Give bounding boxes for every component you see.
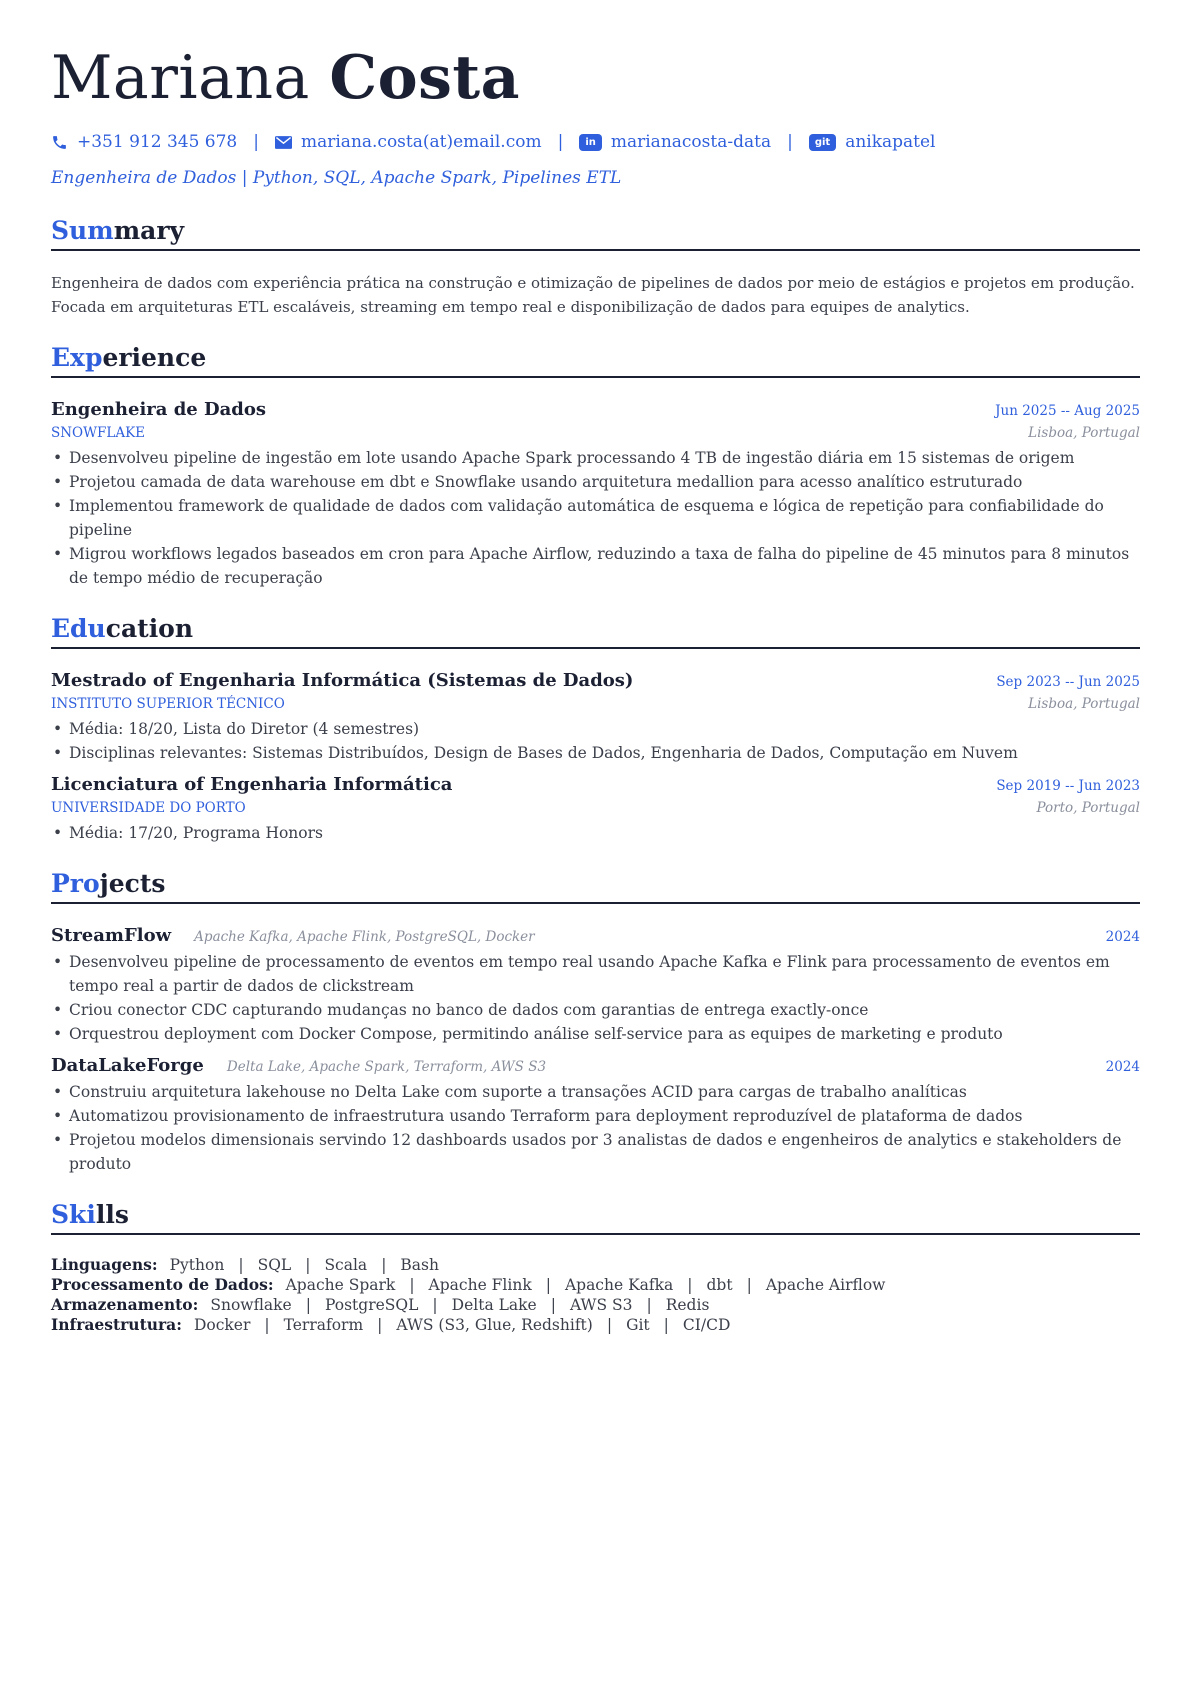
skill-item: Docker: [193, 1316, 251, 1334]
skill-item: SQL: [257, 1256, 292, 1274]
bullet-list: [51, 950, 1140, 1046]
list-item: • Média: 18/20, Lista do Diretor (4 semestres): [51, 717, 1140, 741]
employer: SNOWFLAKE: [51, 425, 146, 441]
skill-separator: |: [377, 1316, 383, 1334]
bullet-list: [51, 821, 1140, 845]
project-title: DataLakeForge: [51, 1055, 204, 1076]
phone-icon: [51, 134, 68, 151]
skill-item: Python: [169, 1256, 225, 1274]
list-item: • Desenvolveu pipeline de ingestão em lote usando Apache Spark processando 4 TB de ingestão diária em 15 sistemas de origem: [51, 446, 1140, 470]
section-heading: Summary: [51, 214, 1140, 251]
linkedin-item[interactable]: [579, 132, 771, 152]
section-heading: Experience: [51, 341, 1140, 378]
contact-separator: |: [557, 132, 564, 152]
skill-item: PostgreSQL: [324, 1296, 419, 1314]
skill-separator: |: [550, 1296, 556, 1314]
project-year: 2024: [1105, 929, 1140, 945]
list-item: • Migrou workflows legados baseados em cron para Apache Airflow, reduzindo a taxa de falha do pipeline de 45 minutos para 8 minutos de tempo médio de recuperação: [51, 542, 1140, 590]
phone-number: +351 912 345 678: [77, 132, 238, 152]
degree-dates: Sep 2023 -- Jun 2025: [996, 674, 1140, 690]
skill-item: Apache Flink: [428, 1276, 532, 1294]
skill-group: [51, 1255, 1140, 1275]
degree-title: Mestrado of Engenharia Informática (Sistemas de Dados): [51, 670, 634, 691]
list-item: • Implementou framework de qualidade de dados com validação automática de esquema e lógica de repetição para confiabilidade do pipeline: [51, 494, 1140, 542]
skill-item: AWS (S3, Glue, Redshift): [396, 1316, 593, 1334]
skill-group: [51, 1315, 1140, 1335]
phone-item[interactable]: [51, 132, 237, 152]
skill-separator: |: [687, 1276, 693, 1294]
skill-item: dbt: [706, 1276, 733, 1294]
skill-item: Git: [626, 1316, 650, 1334]
degree-dates: Sep 2019 -- Jun 2023: [996, 778, 1140, 794]
section-heading: Skills: [51, 1198, 1140, 1235]
skill-separator: |: [381, 1256, 387, 1274]
skill-separator: |: [305, 1256, 311, 1274]
linkedin-handle: marianacosta-data: [610, 132, 772, 152]
institution-location: Lisboa, Portugal: [1028, 696, 1140, 712]
skill-item: Apache Airflow: [765, 1276, 886, 1294]
job-dates: Jun 2025 -- Aug 2025: [995, 403, 1140, 419]
section-heading: Projects: [51, 867, 1140, 904]
list-item: • Projetou modelos dimensionais servindo 12 dashboards usados por 3 analistas de dados e engenheiros de analytics e stakeholders de produto: [51, 1128, 1140, 1176]
contact-bar: [51, 130, 1140, 154]
envelope-icon: [275, 136, 292, 149]
skill-separator: |: [606, 1316, 613, 1334]
contact-separator: |: [787, 132, 793, 152]
summary-section: [51, 214, 1140, 319]
email-address: mariana.costa(at)email.com: [300, 132, 542, 152]
skill-item: Bash: [400, 1256, 439, 1274]
institution-location: Porto, Portugal: [1036, 800, 1140, 816]
project-entry: [51, 924, 1140, 1046]
education-entry: [51, 669, 1140, 765]
bullet-list: [51, 1080, 1140, 1176]
education-entry: [51, 773, 1140, 845]
github-badge: git: [809, 134, 836, 151]
skill-group: [51, 1275, 1140, 1295]
list-item: • Orquestrou deployment com Docker Compose, permitindo análise self-service para as equipes de marketing e produto: [51, 1022, 1140, 1046]
skill-separator: |: [264, 1316, 270, 1334]
skill-item: Delta Lake: [451, 1296, 537, 1314]
last-name: Costa: [329, 43, 520, 113]
list-item: • Criou conector CDC capturando mudanças no banco de dados com garantias de entrega exactly-once: [51, 998, 1140, 1022]
skill-item: Scala: [324, 1256, 368, 1274]
job-location: Lisboa, Portugal: [1028, 425, 1140, 441]
linkedin-icon: [579, 134, 602, 151]
skill-separator: |: [545, 1276, 551, 1294]
skill-separator: |: [663, 1316, 669, 1334]
education-section: [51, 612, 1140, 845]
skill-item: Terraform: [283, 1316, 364, 1334]
skill-item: AWS S3: [569, 1296, 633, 1314]
experience-entry: [51, 398, 1140, 590]
skill-item: Redis: [665, 1296, 710, 1314]
degree-title: Licenciatura of Engenharia Informática: [51, 774, 453, 795]
linkedin-badge: in: [579, 134, 602, 151]
skill-separator: |: [646, 1296, 652, 1314]
list-item: • Média: 17/20, Programa Honors: [51, 821, 1140, 845]
job-title: Engenheira de Dados: [51, 399, 267, 420]
github-icon: [809, 134, 836, 151]
list-item: • Desenvolveu pipeline de processamento de eventos em tempo real usando Apache Kafka e Flink para processamento de eventos em tempo real a partir de dados de clickstream: [51, 950, 1140, 998]
summary-text: Engenheira de dados com experiência prática na construção e otimização de pipelines de dados por meio de estágios e projetos em produção. Focada em arquiteturas ETL escaláveis, streaming em tempo real e disponibilização de dados para equipes de analytics.: [51, 274, 1135, 316]
skill-group-label: Linguagens:: [51, 1255, 158, 1274]
skill-separator: |: [238, 1256, 244, 1274]
skill-separator: |: [305, 1296, 311, 1314]
list-item: • Construiu arquitetura lakehouse no Delta Lake com suporte a transações ACID para cargas de trabalho analíticas: [51, 1080, 1140, 1104]
skill-group-label: Processamento de Dados:: [51, 1275, 274, 1294]
contact-separator: |: [253, 132, 259, 152]
project-tech: Delta Lake, Apache Spark, Terraform, AWS S3: [226, 1059, 547, 1075]
skill-item: CI/CD: [682, 1316, 731, 1334]
skill-group-label: Armazenamento:: [51, 1295, 199, 1314]
project-title: StreamFlow: [51, 925, 172, 946]
first-name: Mariana: [51, 43, 310, 113]
github-handle: anikapatel: [845, 132, 936, 152]
project-entry: [51, 1054, 1140, 1176]
list-item: • Automatizou provisionamento de infraestrutura usando Terraform para deployment reproduzível de plataforma de dados: [51, 1104, 1140, 1128]
list-item: • Projetou camada de data warehouse em dbt e Snowflake usando arquitetura medallion para acesso analítico estruturado: [51, 470, 1140, 494]
experience-section: [51, 341, 1140, 590]
projects-section: [51, 867, 1140, 1176]
skill-separator: |: [432, 1296, 438, 1314]
skill-item: Apache Spark: [285, 1276, 396, 1294]
institution: INSTITUTO SUPERIOR TÉCNICO: [51, 696, 285, 712]
email-item[interactable]: [275, 132, 542, 152]
project-tech: Apache Kafka, Apache Flink, PostgreSQL, Docker: [194, 929, 535, 945]
institution: UNIVERSIDADE DO PORTO: [51, 800, 246, 816]
skills-list: [51, 1255, 1140, 1335]
skill-item: Snowflake: [210, 1296, 292, 1314]
skill-separator: |: [409, 1276, 415, 1294]
skill-group: [51, 1295, 1140, 1315]
skill-item: Apache Kafka: [564, 1276, 674, 1294]
skill-separator: |: [746, 1276, 752, 1294]
skill-group-label: Infraestrutura:: [51, 1315, 182, 1334]
tagline: Engenheira de Dados | Python, SQL, Apache Spark, Pipelines ETL: [51, 168, 622, 188]
skills-section: [51, 1198, 1140, 1335]
github-item[interactable]: [809, 132, 936, 152]
project-year: 2024: [1105, 1059, 1140, 1075]
list-item: • Disciplinas relevantes: Sistemas Distribuídos, Design de Bases de Dados, Engenharia de Dados, Computação em Nuvem: [51, 741, 1140, 765]
section-heading: Education: [51, 612, 1140, 649]
bullet-list: [51, 717, 1140, 765]
candidate-name: [51, 40, 1140, 116]
bullet-list: [51, 446, 1140, 590]
